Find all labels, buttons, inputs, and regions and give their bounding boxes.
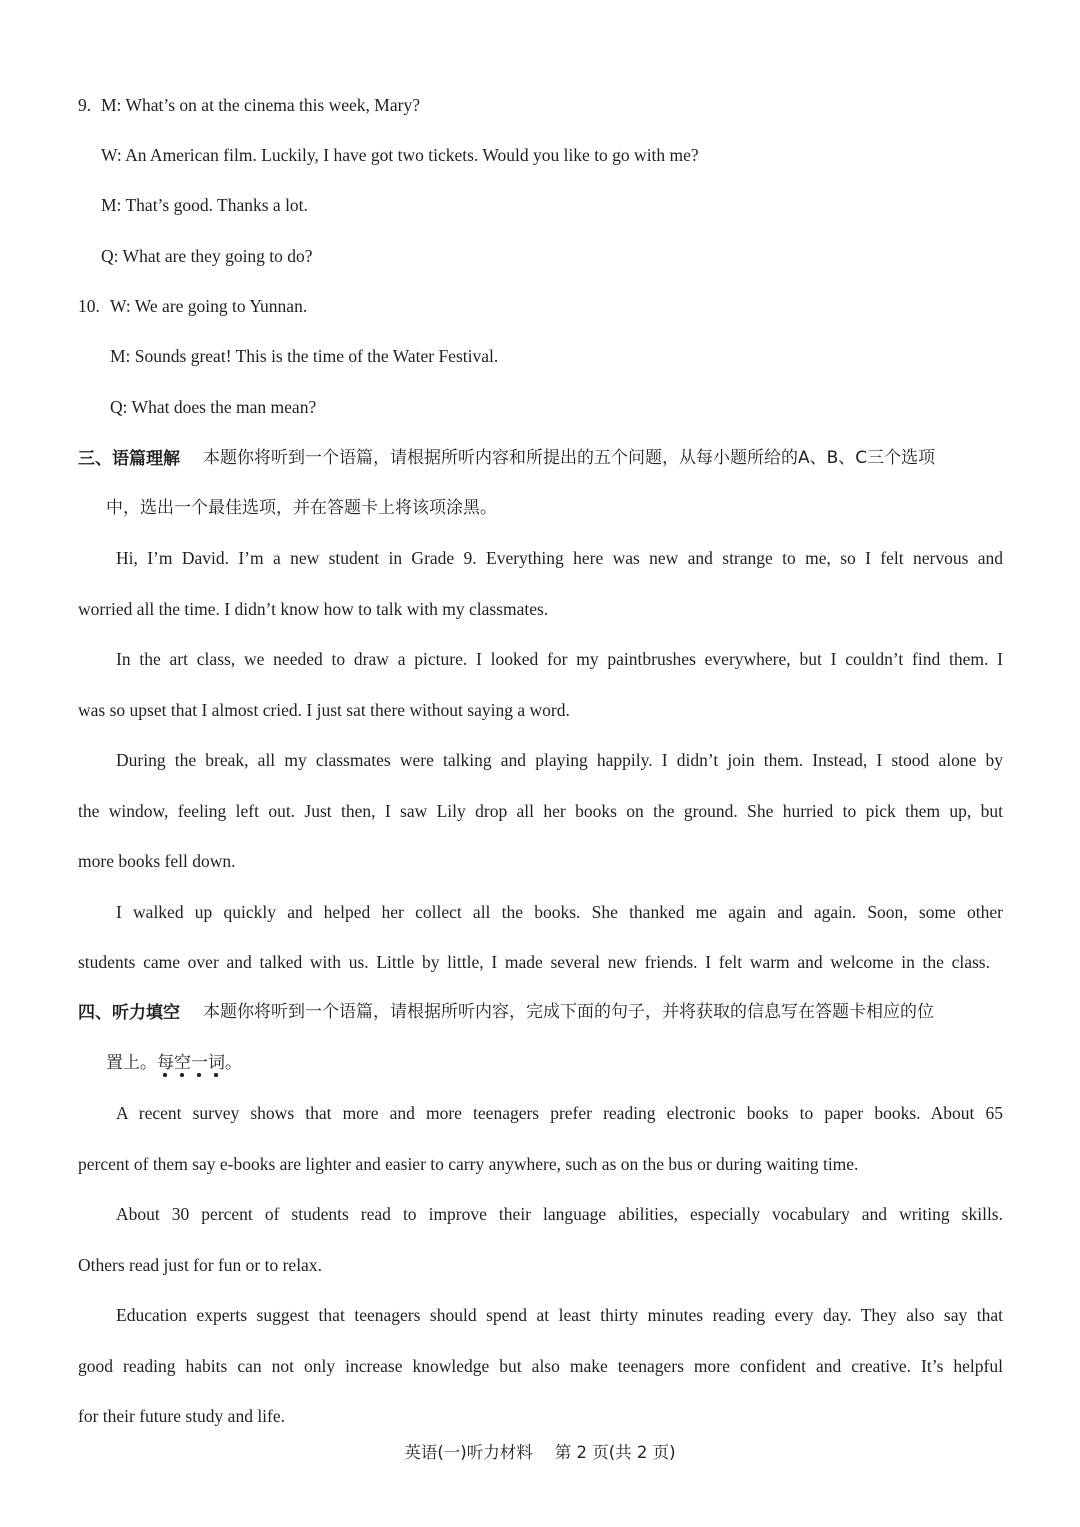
dialogue-9-line-3: M: That’s good. Thanks a lot. (101, 195, 308, 215)
dialogue-10-line-2: M: Sounds great! This is the time of the Water Festival. (110, 346, 499, 366)
section-4-paragraph-1-line-2: percent of them say e-books are lighter and easier to carry anywhere, such as on the bus or during waiting time. (78, 1154, 859, 1174)
section-3-paragraph-4-line-1: I walked up quickly and helped her collect all the books. She thanked me again and again. Soon, some other (116, 902, 1003, 922)
section-3-paragraph-1-line-2: worried all the time. I didn’t know how to talk with my classmates. (78, 599, 549, 619)
section-3-paragraph-2-line-1: In the art class, we needed to draw a picture. I looked for my paintbrushes everywhere, but I couldn’t find them. I (116, 649, 1003, 669)
dialogue-10-text-1: W: We are going to Yunnan. (110, 296, 308, 316)
dialogue-9-line-2: W: An American film. Luckily, I have got two tickets. Would you like to go with me? (101, 145, 699, 165)
section-3-paragraph-1-line-1: Hi, I’m David. I’m a new student in Grade 9. Everything here was new and strange to me, so I felt nervous and (116, 548, 1003, 568)
section-4-paragraph-2-line-1: About 30 percent of students read to improve their language abilities, especially vocabulary and writing skills. (116, 1204, 1003, 1224)
emphasis-dot (214, 1073, 218, 1077)
section-4-paragraph-3-line-2: good reading habits can not only increase knowledge but also make teenagers more confident and creative. It’s helpful (78, 1356, 1003, 1376)
section-4-heading-line (78, 1000, 180, 1025)
footer-subject: 英语(一)听力材料 (404, 1443, 533, 1462)
dialogue-10-question: Q: What does the man mean? (110, 397, 317, 417)
emphasis-dots (157, 1069, 225, 1075)
dialogue-9-question: Q: What are they going to do? (101, 246, 313, 266)
page-footer (0, 1441, 1080, 1464)
emphasis-dot (197, 1073, 201, 1077)
section-4-label: 四、听力填空 (78, 1003, 180, 1023)
dialogue-9-line-1 (78, 93, 420, 117)
section-4-paragraph-2-line-2: Others read just for fun or to relax. (78, 1255, 322, 1275)
section-3-paragraph-4-line-2: students came over and talked with us. Little by little, I made several new friends. I felt warm and welcome in the class. (78, 952, 990, 972)
dialogue-10-line-1 (78, 294, 307, 318)
footer-page-number: 第 2 页(共 2 页) (554, 1443, 676, 1462)
section-3-label: 三、语篇理解 (78, 449, 180, 469)
instruction-suffix: 。 (225, 1053, 242, 1073)
emphasis-dot (180, 1073, 184, 1077)
emphasized-instruction (157, 1053, 225, 1073)
emphasis-dot (163, 1073, 167, 1077)
section-3-paragraph-3-line-3: more books fell down. (78, 851, 236, 871)
dialogue-9-number: 9. (78, 95, 92, 115)
section-4-instruction-1: 本题你将听到一个语篇，请根据所听内容，完成下面的句子，并将获取的信息写在答题卡相应的位 (203, 1002, 934, 1022)
section-3-heading-line (78, 446, 180, 471)
section-4-paragraph-3-line-1: Education experts suggest that teenagers should spend at least thirty minutes reading every day. They also say that (116, 1305, 1003, 1325)
section-3-paragraph-3-line-1: During the break, all my classmates were talking and playing happily. I didn’t join them. Instead, I stood alone by (116, 750, 1003, 770)
section-4-paragraph-3-line-3: for their future study and life. (78, 1406, 286, 1426)
section-3-paragraph-3-line-2: the window, feeling left out. Just then, I saw Lily drop all her books on the ground. She hurried to pick them up, but (78, 801, 1003, 821)
section-4-paragraph-1-line-1: A recent survey shows that more and more teenagers prefer reading electronic books to paper books. About 65 (116, 1103, 1003, 1123)
emphasized-text: 每空一词 (157, 1053, 225, 1073)
dialogue-9-text-1: M: What’s on at the cinema this week, Mary? (101, 95, 420, 115)
section-3-instruction-2: 中，选出一个最佳选项，并在答题卡上将该项涂黑。 (106, 498, 497, 518)
dialogue-10-number: 10. (78, 296, 100, 316)
section-3-paragraph-2-line-2: was so upset that I almost cried. I just sat there without saying a word. (78, 700, 570, 720)
section-4-instruction-2 (106, 1051, 242, 1075)
instruction-prefix: 置上。 (106, 1053, 157, 1073)
section-3-instruction-1: 本题你将听到一个语篇，请根据所听内容和所提出的五个问题，从每小题所给的A、B、C三个选项 (203, 448, 936, 468)
